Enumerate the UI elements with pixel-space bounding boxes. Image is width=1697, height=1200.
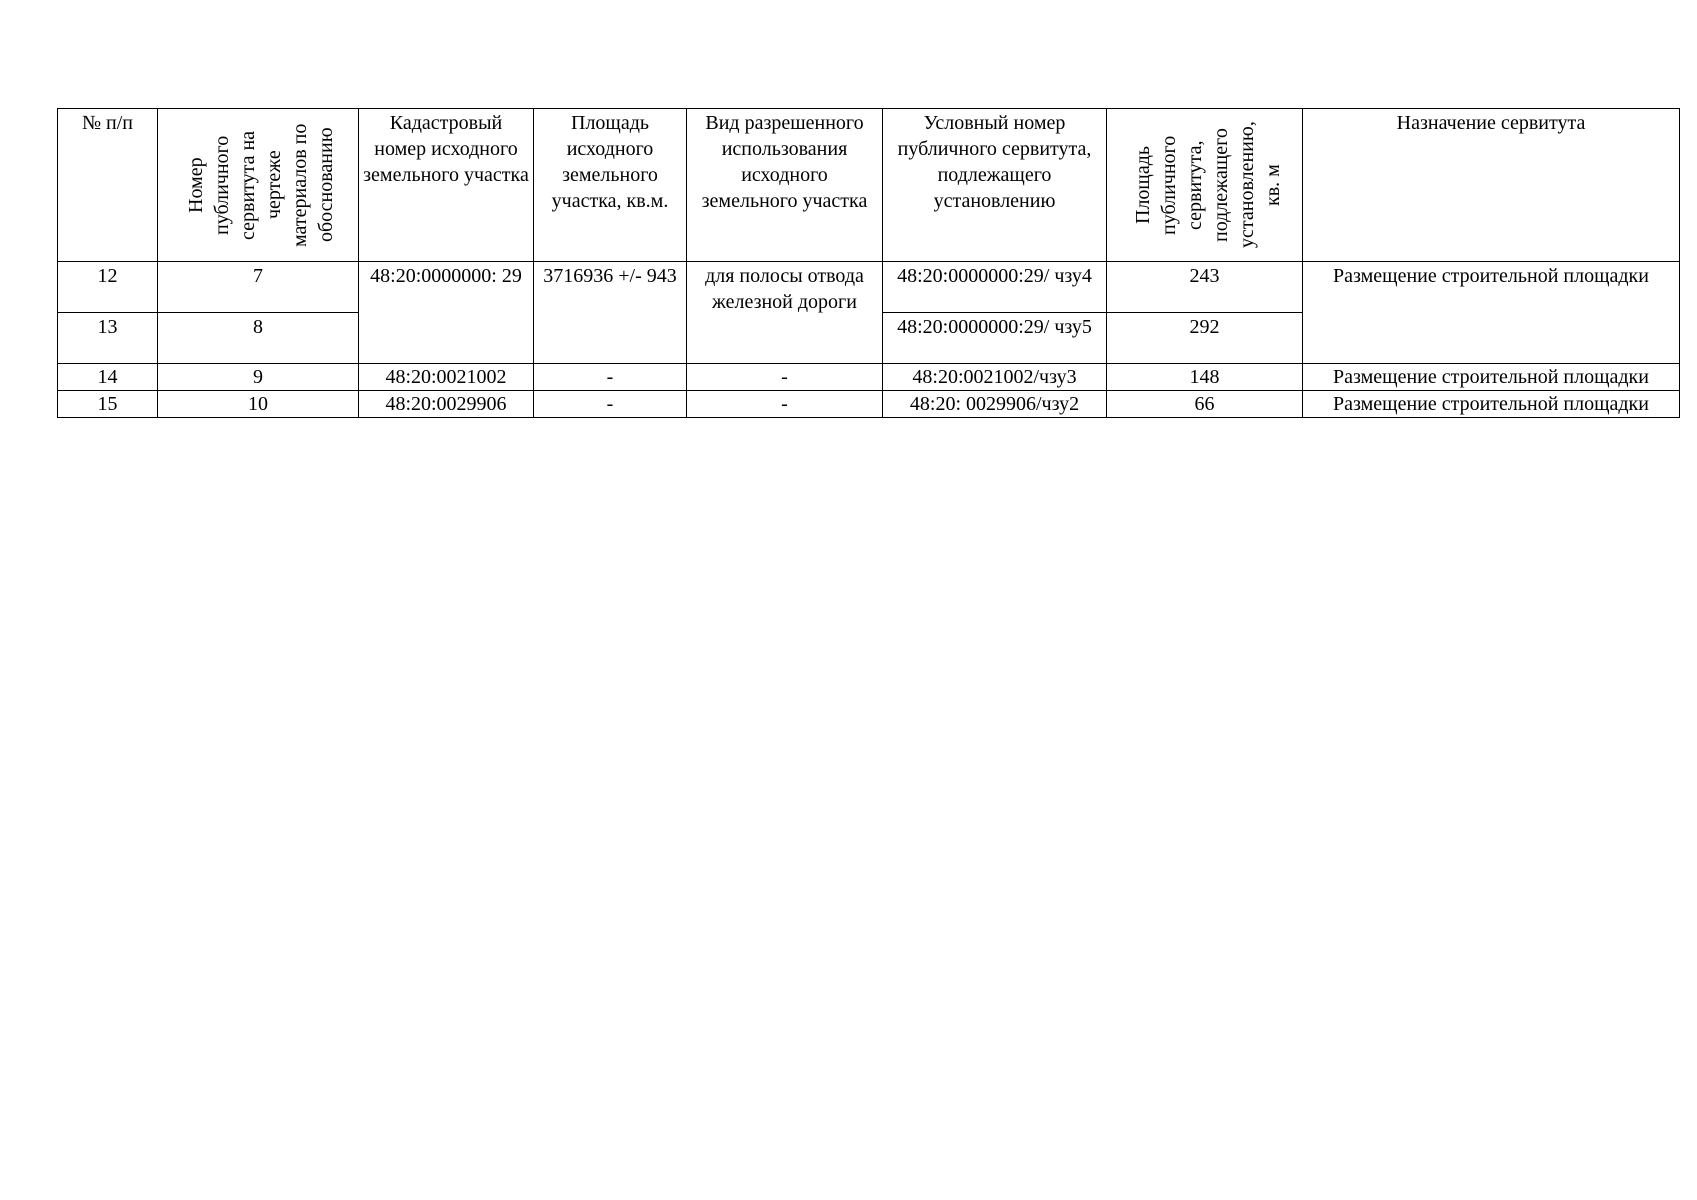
cell-use-type: для полосы отвода железной дороги: [687, 262, 883, 364]
cell-cadastral: 48:20:0000000: 29: [359, 262, 534, 364]
header-conditional-number: Условный номер публичного сервитута, подлежащего установлению: [883, 109, 1107, 262]
header-cadastral: Кадастровый номер исходного земельного участка: [359, 109, 534, 262]
header-use-type: Вид разрешенного использования исходного земельного участка: [687, 109, 883, 262]
cell-drawing-number: 10: [158, 391, 359, 418]
cell-area-servitude: 292: [1107, 313, 1303, 364]
header-area-servitude: Площадь публичного сервитута, подлежащего установлению, кв. м: [1131, 121, 1284, 249]
cell-num: 15: [58, 391, 158, 418]
cell-area-servitude: 243: [1107, 262, 1303, 313]
header-drawing-number-cell: [158, 109, 359, 262]
cell-cadastral: 48:20:0029906: [359, 391, 534, 418]
cell-drawing-number: 9: [158, 364, 359, 391]
header-area-servitude-cell: [1107, 109, 1303, 262]
cell-purpose: Размещение строительной площадки: [1303, 262, 1680, 364]
cell-conditional-number: 48:20: 0029906/чзу2: [883, 391, 1107, 418]
cell-area-source: -: [534, 391, 687, 418]
table-row: [58, 391, 1680, 418]
cell-conditional-number: 48:20:0000000:29/ чзу4: [883, 262, 1107, 313]
table-row: [58, 262, 1680, 313]
cell-area-servitude: 148: [1107, 364, 1303, 391]
cell-use-type: -: [687, 391, 883, 418]
cell-cadastral: 48:20:0021002: [359, 364, 534, 391]
cell-num: 13: [58, 313, 158, 364]
cell-drawing-number: 7: [158, 262, 359, 313]
header-area-source: Площадь исходного земельного участка, кв.м.: [534, 109, 687, 262]
cell-area-source: -: [534, 364, 687, 391]
cell-area-source: 3716936 +/- 943: [534, 262, 687, 364]
cell-num: 14: [58, 364, 158, 391]
servitude-table: [57, 108, 1680, 418]
cell-area-servitude: 66: [1107, 391, 1303, 418]
cell-purpose: Размещение строительной площадки: [1303, 364, 1680, 391]
cell-num: 12: [58, 262, 158, 313]
cell-purpose: Размещение строительной площадки: [1303, 391, 1680, 418]
cell-drawing-number: 8: [158, 313, 359, 364]
cell-conditional-number: 48:20:0021002/чзу3: [883, 364, 1107, 391]
cell-conditional-number: 48:20:0000000:29/ чзу5: [883, 313, 1107, 364]
header-row: [58, 109, 1680, 262]
cell-use-type: -: [687, 364, 883, 391]
header-num: № п/п: [58, 109, 158, 262]
table-row: [58, 364, 1680, 391]
header-drawing-number: Номер публичного сервитута на чертеже материалов по обоснованию: [185, 123, 337, 247]
header-purpose: Назначение сервитута: [1303, 109, 1680, 262]
